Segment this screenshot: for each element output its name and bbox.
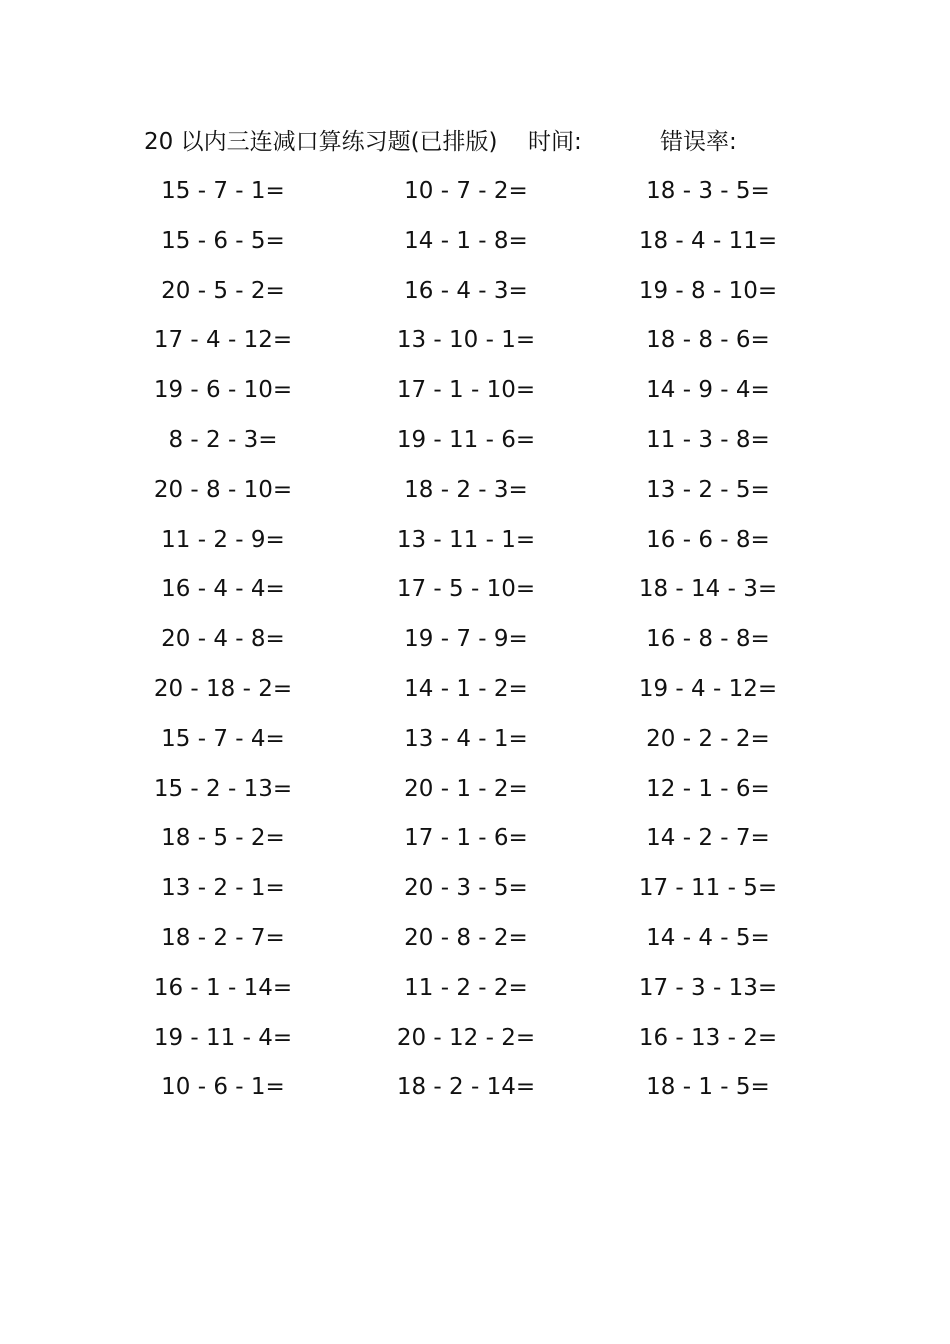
problem-item: 20 - 4 - 8= — [161, 626, 285, 653]
problem-item: 17 - 3 - 13= — [638, 974, 778, 1001]
problem-item: 19 - 6 - 10= — [153, 377, 293, 404]
problem-item: 15 - 7 - 1= — [161, 178, 285, 204]
problem-item: 11 - 3 - 8= — [646, 426, 770, 453]
time-label: 时间: — [528, 129, 582, 155]
problem-row — [0, 471, 950, 521]
problem-item: 20 - 8 - 10= — [153, 476, 293, 503]
problem-item: 18 - 5 - 2= — [161, 825, 285, 852]
error-rate-label: 错误率: — [660, 129, 737, 155]
problem-row — [0, 1068, 950, 1118]
problem-item: 11 - 2 - 2= — [404, 974, 528, 1001]
problem-item: 8 - 2 - 3= — [168, 426, 278, 453]
problem-item: 17 - 4 - 12= — [153, 327, 293, 354]
worksheet-header — [0, 124, 950, 160]
problem-grid — [0, 172, 950, 1118]
problem-item: 18 - 8 - 6= — [646, 327, 770, 354]
problem-row — [0, 770, 950, 820]
problem-row — [0, 819, 950, 869]
problem-item: 16 - 1 - 14= — [153, 974, 293, 1001]
problem-item: 17 - 1 - 10= — [396, 377, 536, 404]
problem-row — [0, 321, 950, 371]
problem-item: 18 - 2 - 14= — [396, 1074, 536, 1101]
problem-item: 15 - 7 - 4= — [161, 725, 285, 752]
problem-item: 13 - 2 - 5= — [646, 476, 770, 503]
problem-item: 16 - 6 - 8= — [646, 526, 770, 553]
problem-item: 14 - 2 - 7= — [646, 825, 770, 852]
problem-item: 13 - 10 - 1= — [396, 327, 536, 354]
problem-row — [0, 371, 950, 421]
problem-item: 14 - 4 - 5= — [646, 924, 770, 951]
problem-row — [0, 620, 950, 670]
problem-item: 13 - 4 - 1= — [404, 725, 528, 752]
problem-item: 18 - 14 - 3= — [638, 576, 778, 603]
problem-item: 14 - 1 - 2= — [404, 675, 528, 702]
problem-item: 20 - 1 - 2= — [404, 775, 528, 802]
problem-item: 20 - 8 - 2= — [404, 924, 528, 951]
problem-item: 18 - 2 - 3= — [404, 476, 528, 503]
problem-item: 14 - 1 - 8= — [404, 227, 528, 254]
problem-row — [0, 570, 950, 620]
problem-row — [0, 521, 950, 571]
problem-row — [0, 272, 950, 322]
problem-item: 17 - 5 - 10= — [396, 576, 536, 603]
problem-item: 13 - 2 - 1= — [161, 875, 285, 902]
problem-row — [0, 720, 950, 770]
problem-row — [0, 670, 950, 720]
problem-item: 16 - 4 - 4= — [161, 576, 285, 603]
problem-item: 12 - 1 - 6= — [646, 775, 770, 802]
problem-item: 19 - 4 - 12= — [638, 675, 778, 702]
problem-row — [0, 1019, 950, 1069]
problem-item: 18 - 2 - 7= — [161, 924, 285, 951]
problem-item: 10 - 6 - 1= — [161, 1074, 285, 1101]
problem-item: 19 - 7 - 9= — [404, 626, 528, 653]
problem-item: 19 - 8 - 10= — [638, 277, 778, 304]
problem-row — [0, 172, 950, 222]
problem-row — [0, 421, 950, 471]
problem-item: 13 - 11 - 1= — [396, 526, 536, 553]
problem-item: 18 - 4 - 11= — [638, 227, 778, 254]
problem-item: 16 - 4 - 3= — [404, 277, 528, 304]
problem-item: 17 - 1 - 6= — [404, 825, 528, 852]
problem-item: 11 - 2 - 9= — [161, 526, 285, 553]
problem-item: 20 - 5 - 2= — [161, 277, 285, 304]
problem-item: 10 - 7 - 2= — [404, 178, 528, 204]
problem-item: 20 - 2 - 2= — [646, 725, 770, 752]
problem-item: 20 - 3 - 5= — [404, 875, 528, 902]
problem-row — [0, 869, 950, 919]
problem-row — [0, 919, 950, 969]
problem-item: 17 - 11 - 5= — [638, 875, 778, 902]
problem-item: 19 - 11 - 6= — [396, 426, 536, 453]
problem-item: 20 - 18 - 2= — [153, 675, 293, 702]
problem-row — [0, 222, 950, 272]
problem-item: 19 - 11 - 4= — [153, 1024, 293, 1051]
problem-item: 18 - 1 - 5= — [646, 1074, 770, 1101]
problem-item: 18 - 3 - 5= — [646, 178, 770, 204]
problem-item: 16 - 13 - 2= — [638, 1024, 778, 1051]
problem-item: 15 - 2 - 13= — [153, 775, 293, 802]
worksheet-title: 20 以内三连减口算练习题(已排版) — [144, 129, 498, 155]
problem-item: 14 - 9 - 4= — [646, 377, 770, 404]
problem-item: 20 - 12 - 2= — [396, 1024, 536, 1051]
problem-row — [0, 969, 950, 1019]
problem-item: 16 - 8 - 8= — [646, 626, 770, 653]
problem-item: 15 - 6 - 5= — [161, 227, 285, 254]
